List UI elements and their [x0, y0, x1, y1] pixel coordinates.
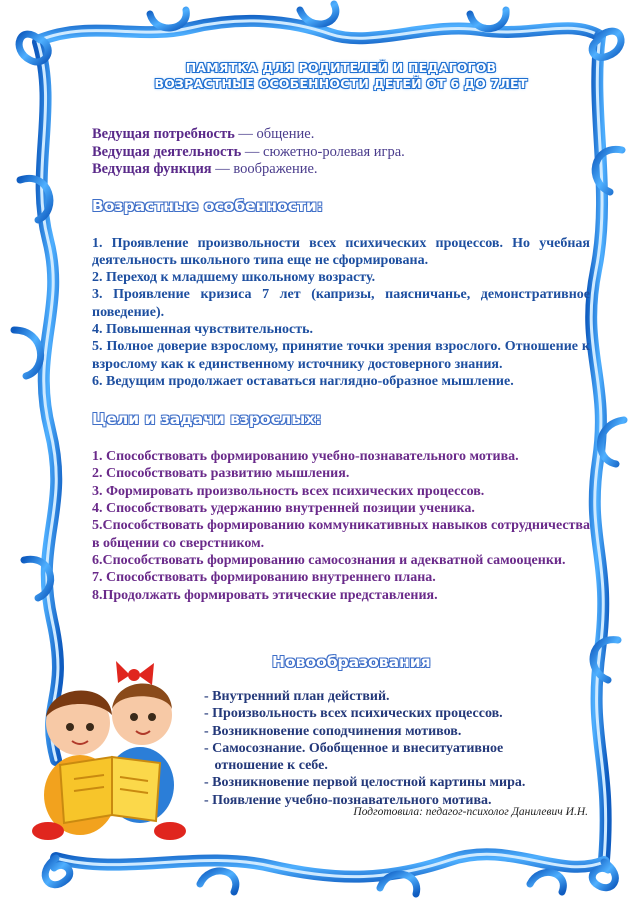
- list-item: 4. Способствовать удержанию внутренней позиции ученика.: [92, 501, 475, 517]
- lead-rest: — сюжетно-ролевая игра.: [241, 143, 405, 160]
- list-item: - Внутренний план действий.: [204, 689, 390, 704]
- list-item: 4. Повышенная чувствительность.: [92, 321, 314, 337]
- lead-line: [92, 144, 590, 162]
- lead-term: Ведущая деятельность: [92, 143, 242, 160]
- lead-rest: — воображение.: [211, 161, 318, 177]
- goals-list: [92, 448, 590, 604]
- lead-line: [92, 161, 590, 179]
- lead-block: [92, 126, 590, 179]
- list-item: - Возникновение первой целостной картины мира.: [204, 775, 526, 791]
- lead-term: Ведущая потребность: [92, 126, 235, 142]
- lead-line: [92, 126, 590, 144]
- page-title: [92, 60, 590, 92]
- list-item: 1. Способствовать формированию учебно-познавательного мотива.: [92, 449, 519, 465]
- children-reading-book-icon: [20, 645, 200, 845]
- list-item: 6. Ведущим продолжает оставаться наглядно-образное мышление.: [92, 373, 514, 389]
- list-item: 8.Продолжать формировать этические представления.: [92, 587, 438, 603]
- lead-rest: — общение.: [234, 126, 315, 142]
- list-item: 6.Способствовать формированию самосознания и адекватной самооценки.: [92, 552, 566, 568]
- title-line-1: ПАМЯТКА ДЛЯ РОДИТЕЛЕЙ И ПЕДАГОГОВ: [185, 60, 497, 75]
- list-item: 7. Способствовать формированию внутреннего плана.: [92, 570, 436, 586]
- memo-content: [92, 60, 590, 604]
- title-line-2: ВОЗРАСТНЫЕ ОСОБЕННОСТИ ДЕТЕЙ ОТ 6 ДО 7ЛЕТ: [154, 76, 528, 91]
- section-heading-new: Новообразования: [272, 653, 431, 671]
- list-item: 5.Способствовать формированию коммуникативных навыков сотрудничества в общении со сверстником.: [92, 518, 590, 551]
- list-item: 3. Формировать произвольность всех психических процессов.: [92, 483, 485, 499]
- lead-term: Ведущая функция: [92, 161, 212, 177]
- age-features-list: [92, 235, 590, 391]
- list-item: 1. Проявление произвольности всех психических процессов. Но учебная деятельность школьного типа еще не сформирована.: [92, 235, 590, 268]
- list-item: - Возникновение соподчинения мотивов.: [204, 723, 462, 739]
- list-item: 5. Полное доверие взрослому, принятие точки зрения взрослого. Отношение к взрослому как к единственному источнику достоверного знания.: [92, 339, 590, 372]
- list-item: 3. Проявление кризиса 7 лет (капризы, паясничанье, демонстративное поведение).: [92, 287, 590, 320]
- list-item: - Появление учебно-познавательного мотива.: [204, 792, 492, 808]
- section-heading-goals: Цели и задачи взрослых:: [92, 410, 322, 429]
- list-item: - Произвольность всех психических процессов.: [204, 706, 503, 722]
- list-item: отношение к себе.: [204, 758, 328, 774]
- author-credit: Подготовила: педагог-психолог Данилевич И.Н.: [353, 806, 588, 818]
- list-item: 2. Способствовать развитию мышления.: [92, 466, 350, 482]
- new-formations-list: [204, 688, 564, 809]
- list-item: 2. Переход к младшему школьному возрасту.: [92, 270, 376, 286]
- list-item: - Самосознание. Обобщенное и внеситуативное: [204, 740, 504, 756]
- section-heading-age: Возрастные особенности:: [92, 196, 323, 215]
